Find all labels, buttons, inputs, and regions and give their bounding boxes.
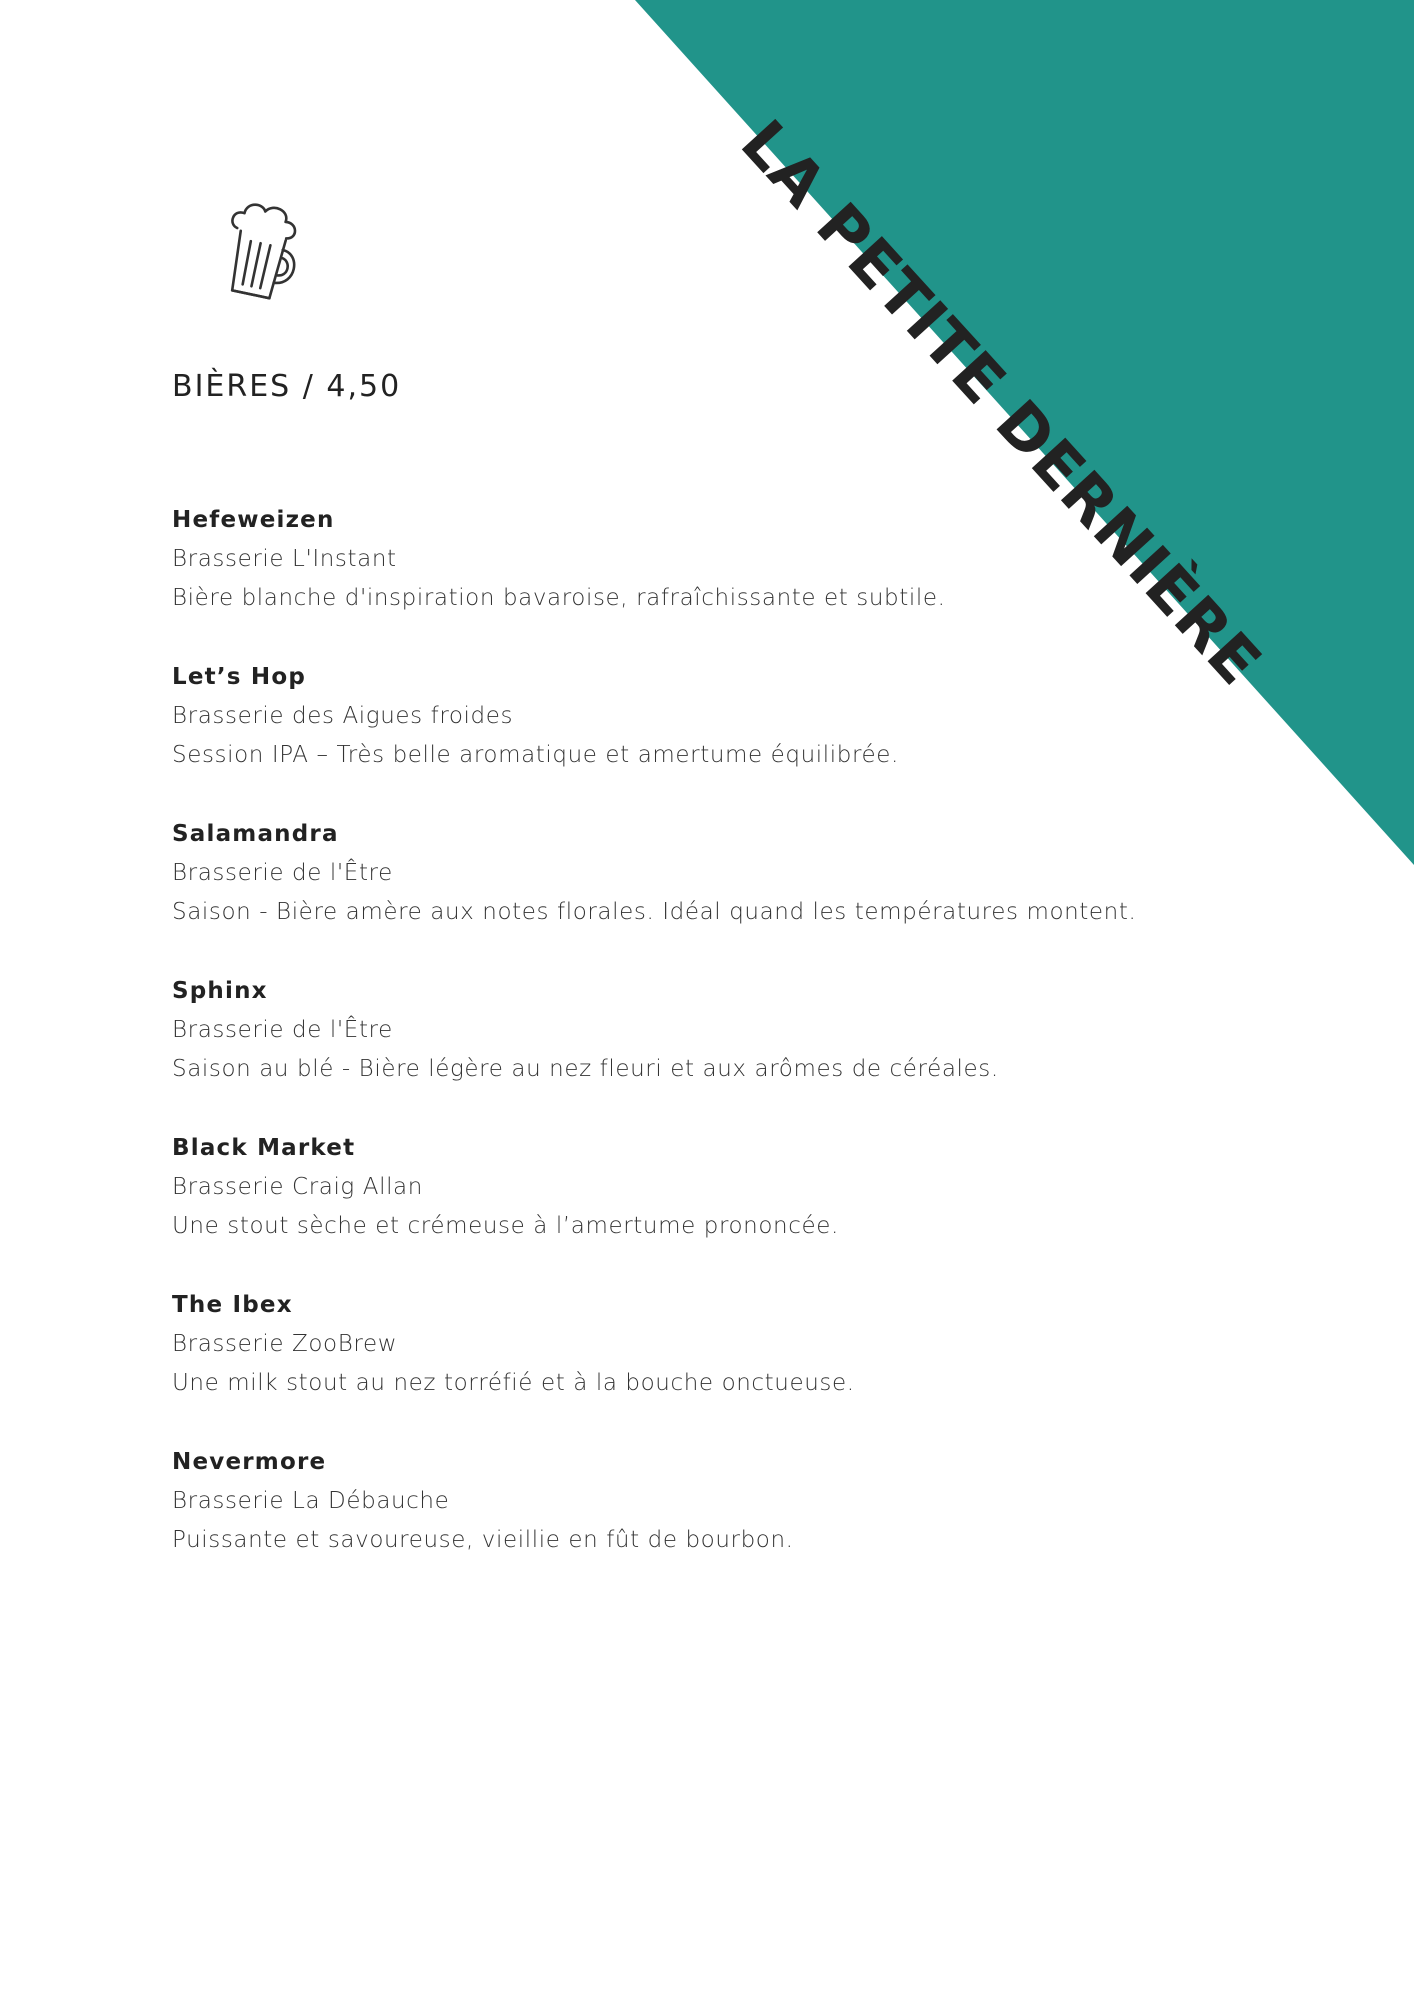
- beer-brewery: Brasserie Craig Allan: [172, 1174, 423, 1200]
- beer-description: Puissante et savoureuse, vieillie en fût de bourbon.: [172, 1527, 794, 1553]
- beer-item: [172, 1285, 1222, 1442]
- beer-item: [172, 657, 1222, 814]
- beer-description: Une stout sèche et crémeuse à l’amertume prononcée.: [172, 1213, 839, 1239]
- beer-description: Une milk stout au nez torréfié et à la bouche onctueuse.: [172, 1370, 855, 1396]
- beer-item: [172, 500, 1222, 657]
- beer-brewery: Brasserie La Débauche: [172, 1488, 450, 1514]
- beer-name: Hefeweizen: [172, 507, 335, 533]
- brand-title: LA PETITE DERNIÈRE: [726, 106, 1276, 700]
- beer-name: Black Market: [172, 1135, 356, 1161]
- beer-item: [172, 1128, 1222, 1285]
- beer-brewery: Brasserie ZooBrew: [172, 1331, 398, 1357]
- beer-brewery: Brasserie de l'Être: [172, 1017, 393, 1043]
- beer-brewery: Brasserie de l'Être: [172, 860, 393, 886]
- beer-name: The Ibex: [172, 1292, 293, 1318]
- beer-brewery: Brasserie L'Instant: [172, 546, 397, 572]
- beer-name: Let’s Hop: [172, 664, 306, 690]
- beer-mug-icon: [218, 196, 308, 306]
- beer-description: Saison au blé - Bière légère au nez fleuri et aux arômes de céréales.: [172, 1056, 999, 1082]
- beer-description: Session IPA – Très belle aromatique et amertume équilibrée.: [172, 742, 899, 768]
- beer-description: Bière blanche d'inspiration bavaroise, rafraîchissante et subtile.: [172, 585, 946, 611]
- beer-item: [172, 1442, 1222, 1599]
- beer-item: [172, 971, 1222, 1128]
- beer-brewery: Brasserie des Aigues froides: [172, 703, 514, 729]
- section-title: BIÈRES / 4,50: [172, 369, 402, 404]
- beer-name: Sphinx: [172, 978, 268, 1004]
- beer-name: Salamandra: [172, 821, 339, 847]
- beer-list: [172, 500, 1222, 1599]
- beer-item: [172, 814, 1222, 971]
- beer-name: Nevermore: [172, 1449, 327, 1475]
- beer-description: Saison - Bière amère aux notes florales. Idéal quand les températures montent.: [172, 899, 1137, 925]
